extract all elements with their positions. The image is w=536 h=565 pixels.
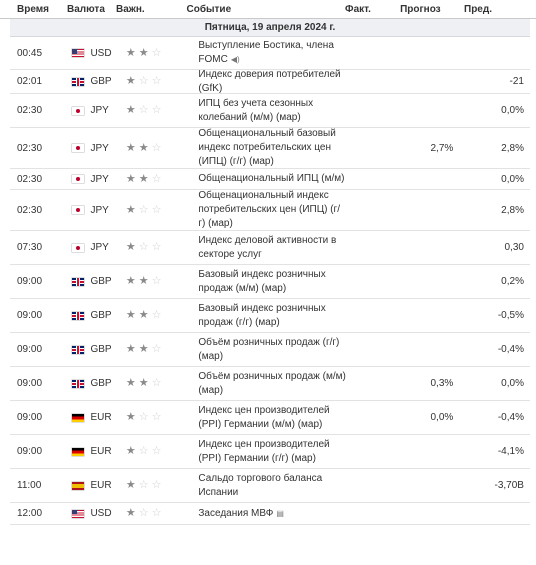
star-empty-icon: ☆ <box>151 141 162 154</box>
event-name[interactable] <box>194 268 350 296</box>
event-name-line <box>198 350 350 364</box>
event-name-line <box>198 248 350 262</box>
speaker-icon[interactable]: ◀) <box>230 55 240 64</box>
star-filled-icon: ★ <box>138 46 149 59</box>
event-previous: 0,2% <box>501 276 524 287</box>
star-filled-icon: ★ <box>138 343 149 355</box>
event-name[interactable] <box>194 507 350 521</box>
event-currency <box>66 143 121 154</box>
header-importance[interactable]: Важн. <box>115 3 145 15</box>
star-filled-icon: ★ <box>125 507 136 519</box>
event-name-line <box>198 82 350 96</box>
event-time: 12:00 <box>17 508 43 519</box>
star-filled-icon: ★ <box>138 275 149 287</box>
event-time: 02:30 <box>17 142 43 154</box>
star-empty-icon: ☆ <box>138 104 149 116</box>
event-currency <box>66 174 121 185</box>
star-empty-icon: ☆ <box>138 241 149 253</box>
currency-code: JPY <box>90 204 109 216</box>
star-empty-icon: ☆ <box>138 411 149 423</box>
event-time: 02:01 <box>17 76 43 87</box>
event-name-line <box>198 507 350 521</box>
importance-rating <box>122 480 194 491</box>
star-filled-icon: ★ <box>125 75 136 87</box>
event-currency <box>66 76 121 87</box>
importance-rating <box>122 48 194 59</box>
event-previous: 0,30 <box>504 242 524 253</box>
star-empty-icon: ☆ <box>151 377 162 389</box>
currency-code: EUR <box>90 412 112 423</box>
star-filled-icon: ★ <box>125 141 136 154</box>
flag-jp-icon <box>72 206 84 214</box>
event-name-line <box>198 404 350 418</box>
flag-gb-icon <box>72 346 84 354</box>
event-forecast: 2,7% <box>430 142 454 154</box>
event-name-line <box>198 53 350 67</box>
event-name[interactable] <box>194 438 350 466</box>
event-name-text: Испании <box>198 486 239 498</box>
event-name-text: потребительских цен (ИПЦ) (г/ <box>198 204 340 215</box>
currency-code: GBP <box>90 76 112 87</box>
event-name-text: Индекс цен производителей <box>198 438 330 450</box>
event-name-text: Общенациональный ИПЦ (м/м) <box>198 173 345 184</box>
event-previous: 2,8% <box>501 142 524 154</box>
header-forecast[interactable]: Прогноз <box>400 3 441 15</box>
header-previous[interactable]: Пред. <box>464 3 492 15</box>
table-row[interactable] <box>10 128 530 169</box>
event-name-line <box>198 370 350 384</box>
star-filled-icon: ★ <box>125 377 136 389</box>
event-name-line <box>198 316 350 330</box>
flag-gb-icon <box>72 312 84 320</box>
event-name-text: Базовый индекс розничных <box>198 302 326 314</box>
star-empty-icon: ☆ <box>151 343 162 355</box>
event-name-text: Объём розничных продаж (г/г) <box>198 336 340 348</box>
event-time: 09:00 <box>17 344 43 355</box>
importance-rating <box>122 378 194 389</box>
star-empty-icon: ☆ <box>138 203 149 216</box>
event-name-text: Выступление Бостика, члена <box>198 40 334 51</box>
flag-de-icon <box>72 448 84 456</box>
event-name[interactable] <box>194 39 350 67</box>
event-name-text: г) (мар) <box>198 218 233 229</box>
star-empty-icon: ☆ <box>138 75 149 87</box>
event-time: 02:30 <box>17 173 43 185</box>
table-row[interactable] <box>10 435 530 469</box>
flag-jp-icon <box>72 175 84 183</box>
star-empty-icon: ☆ <box>138 507 149 519</box>
event-name-text: (ИПЦ) (г/г) (мар) <box>198 156 274 167</box>
event-forecast: 0,0% <box>430 412 454 423</box>
importance-rating <box>122 310 194 321</box>
event-name[interactable] <box>194 172 350 186</box>
event-name-text: продаж (м/м) (мар) <box>198 282 287 294</box>
event-currency <box>66 48 121 59</box>
event-name-line <box>198 39 350 53</box>
star-filled-icon: ★ <box>138 377 149 389</box>
event-currency <box>66 344 121 355</box>
star-filled-icon: ★ <box>138 172 149 185</box>
event-name[interactable] <box>194 302 350 330</box>
event-name-text: (PPI) Германии (г/г) (мар) <box>198 452 316 464</box>
table-row[interactable] <box>10 333 530 367</box>
table-row[interactable] <box>10 94 530 128</box>
currency-code: EUR <box>90 446 112 457</box>
table-row[interactable] <box>10 469 530 503</box>
event-name-line <box>198 217 350 231</box>
event-name-text: Сальдо торгового баланса <box>198 472 323 484</box>
table-row[interactable] <box>10 367 530 401</box>
event-name-text: ИПЦ без учета сезонных <box>198 97 314 109</box>
event-previous: -0,4% <box>497 344 524 355</box>
currency-code: GBP <box>90 344 112 355</box>
event-name-line <box>198 111 350 125</box>
currency-code: JPY <box>90 142 109 154</box>
event-previous: -21 <box>509 76 524 87</box>
event-name-line <box>198 155 350 169</box>
importance-rating <box>122 76 194 87</box>
star-filled-icon: ★ <box>138 141 149 154</box>
event-name-text: колебаний (м/м) (мар) <box>198 111 301 123</box>
event-name-line <box>198 438 350 452</box>
event-time: 02:30 <box>17 105 43 116</box>
date-row: Пятница, 19 апреля 2024 г. <box>10 19 530 37</box>
event-name-line <box>198 234 350 248</box>
star-empty-icon: ☆ <box>151 309 162 321</box>
star-empty-icon: ☆ <box>151 479 162 491</box>
header-time[interactable]: Время <box>17 3 49 15</box>
flag-gb-icon <box>72 78 84 86</box>
event-name-text: Индекс цен производителей <box>198 404 330 416</box>
flag-es-icon <box>72 482 84 490</box>
event-name-text: Базовый индекс розничных <box>198 268 326 280</box>
star-filled-icon: ★ <box>125 309 136 321</box>
star-filled-icon: ★ <box>125 203 136 216</box>
event-name-line <box>198 472 350 486</box>
table-row[interactable] <box>10 190 530 231</box>
event-name-line <box>198 336 350 350</box>
event-name-text: (мар) <box>198 350 224 362</box>
star-filled-icon: ★ <box>125 104 136 116</box>
event-name-text: Общенациональный индекс <box>198 190 329 201</box>
star-empty-icon: ☆ <box>151 46 162 59</box>
importance-rating <box>122 205 194 216</box>
table-header <box>0 0 536 19</box>
event-previous: 0,0% <box>501 378 524 389</box>
header-actual[interactable]: Факт. <box>345 3 371 15</box>
event-currency <box>66 446 121 457</box>
star-empty-icon: ☆ <box>151 172 162 185</box>
event-time: 07:30 <box>17 242 43 253</box>
table-row[interactable] <box>10 70 530 94</box>
event-time: 09:00 <box>17 276 43 287</box>
event-forecast: 0,3% <box>430 378 454 389</box>
event-currency <box>66 205 121 216</box>
event-name-line <box>198 302 350 316</box>
star-empty-icon: ☆ <box>151 241 162 253</box>
flag-jp-icon <box>72 244 84 252</box>
currency-code: GBP <box>90 378 112 389</box>
event-time: 02:30 <box>17 204 43 216</box>
document-icon[interactable]: ▤ <box>276 508 284 518</box>
star-filled-icon: ★ <box>125 343 136 355</box>
event-name-line <box>198 127 350 141</box>
star-empty-icon: ☆ <box>151 507 162 519</box>
currency-code: GBP <box>90 276 112 287</box>
star-empty-icon: ☆ <box>138 479 149 491</box>
star-filled-icon: ★ <box>125 411 136 423</box>
event-previous: 0,0% <box>501 173 524 185</box>
event-currency <box>66 276 121 287</box>
event-currency <box>66 508 121 519</box>
event-name-line <box>198 384 350 398</box>
event-name[interactable] <box>194 127 350 169</box>
event-time: 09:00 <box>17 446 43 457</box>
event-name-text: (PPI) Германии (м/м) (мар) <box>198 418 323 430</box>
importance-rating <box>122 412 194 423</box>
event-name[interactable] <box>194 404 350 432</box>
star-filled-icon: ★ <box>125 241 136 253</box>
event-name-text: Заседания МВФ <box>198 507 274 519</box>
importance-rating <box>122 105 194 116</box>
event-name[interactable] <box>194 234 350 262</box>
importance-rating <box>122 446 194 457</box>
event-name-text: Индекс деловой активности в <box>198 234 337 246</box>
event-previous: -3,70B <box>494 480 524 491</box>
event-name-line <box>198 486 350 500</box>
event-name-line <box>198 172 350 186</box>
event-name-line <box>198 268 350 282</box>
star-empty-icon: ☆ <box>138 445 149 457</box>
event-currency <box>66 378 121 389</box>
flag-jp-icon <box>72 107 84 115</box>
flag-us-icon <box>72 510 84 518</box>
event-previous: -0,4% <box>497 412 524 423</box>
star-empty-icon: ☆ <box>151 203 162 216</box>
table-row[interactable] <box>10 231 530 265</box>
event-currency <box>66 480 121 491</box>
table-row[interactable] <box>10 169 530 190</box>
event-name[interactable] <box>194 68 350 96</box>
header-currency[interactable]: Валюта <box>67 3 105 15</box>
event-name-line <box>198 452 350 466</box>
event-name-line <box>198 418 350 432</box>
star-empty-icon: ☆ <box>151 411 162 423</box>
event-time: 09:00 <box>17 310 43 321</box>
table-row[interactable] <box>10 401 530 435</box>
event-currency <box>66 412 121 423</box>
event-name[interactable] <box>194 472 350 500</box>
currency-code: USD <box>90 47 112 59</box>
table-row[interactable] <box>10 265 530 299</box>
currency-code: JPY <box>90 105 109 116</box>
event-name-text: (мар) <box>198 384 224 396</box>
star-empty-icon: ☆ <box>151 445 162 457</box>
table-row[interactable] <box>10 37 530 70</box>
event-name-text: Общенациональный базовый <box>198 128 336 139</box>
flag-gb-icon <box>72 380 84 388</box>
currency-code: GBP <box>90 310 112 321</box>
flag-gb-icon <box>72 278 84 286</box>
flag-us-icon <box>72 49 84 57</box>
importance-rating <box>122 143 194 154</box>
importance-rating <box>122 242 194 253</box>
star-filled-icon: ★ <box>125 172 136 185</box>
star-empty-icon: ☆ <box>151 75 162 87</box>
event-previous: 0,0% <box>501 105 524 116</box>
currency-code: EUR <box>90 480 112 491</box>
event-previous: -4,1% <box>497 446 524 457</box>
currency-code: JPY <box>90 173 109 185</box>
event-time: 09:00 <box>17 412 43 423</box>
event-name-text: FOMC <box>198 54 228 65</box>
event-name-text: продаж (г/г) (мар) <box>198 316 280 328</box>
event-name-text: Объём розничных продаж (м/м) <box>198 370 346 382</box>
star-filled-icon: ★ <box>125 479 136 491</box>
event-time: 11:00 <box>17 480 42 491</box>
event-name-text: секторе услуг <box>198 248 262 260</box>
table-row[interactable] <box>10 503 530 525</box>
event-previous: -0,5% <box>497 310 524 321</box>
flag-de-icon <box>72 414 84 422</box>
star-filled-icon: ★ <box>138 309 149 321</box>
event-name-text: Индекс доверия потребителей <box>198 68 341 80</box>
importance-rating <box>122 276 194 287</box>
event-time: 00:45 <box>17 47 43 59</box>
event-name-line <box>198 203 350 217</box>
importance-rating <box>122 344 194 355</box>
importance-rating <box>122 174 194 185</box>
event-name[interactable] <box>194 189 350 231</box>
importance-rating <box>122 508 194 519</box>
currency-code: USD <box>90 508 112 519</box>
header-event[interactable]: Событие <box>186 3 232 15</box>
event-name-line <box>198 189 350 203</box>
event-name[interactable] <box>194 370 350 398</box>
star-empty-icon: ☆ <box>151 104 162 116</box>
star-filled-icon: ★ <box>125 46 136 59</box>
star-empty-icon: ☆ <box>151 275 162 287</box>
events-list <box>10 37 530 525</box>
event-name-line <box>198 141 350 155</box>
flag-jp-icon <box>72 144 84 152</box>
event-currency <box>66 242 121 253</box>
event-name-line <box>198 68 350 82</box>
event-name[interactable] <box>194 97 350 125</box>
event-currency <box>66 310 121 321</box>
event-name-line <box>198 282 350 296</box>
event-name[interactable] <box>194 336 350 364</box>
table-row[interactable] <box>10 299 530 333</box>
event-previous: 2,8% <box>501 204 524 216</box>
event-name-text: (GfK) <box>198 82 223 94</box>
event-name-line <box>198 97 350 111</box>
currency-code: JPY <box>90 242 109 253</box>
event-time: 09:00 <box>17 378 43 389</box>
event-currency <box>66 105 121 116</box>
star-filled-icon: ★ <box>125 275 136 287</box>
star-filled-icon: ★ <box>125 445 136 457</box>
event-name-text: индекс потребительских цен <box>198 142 332 153</box>
